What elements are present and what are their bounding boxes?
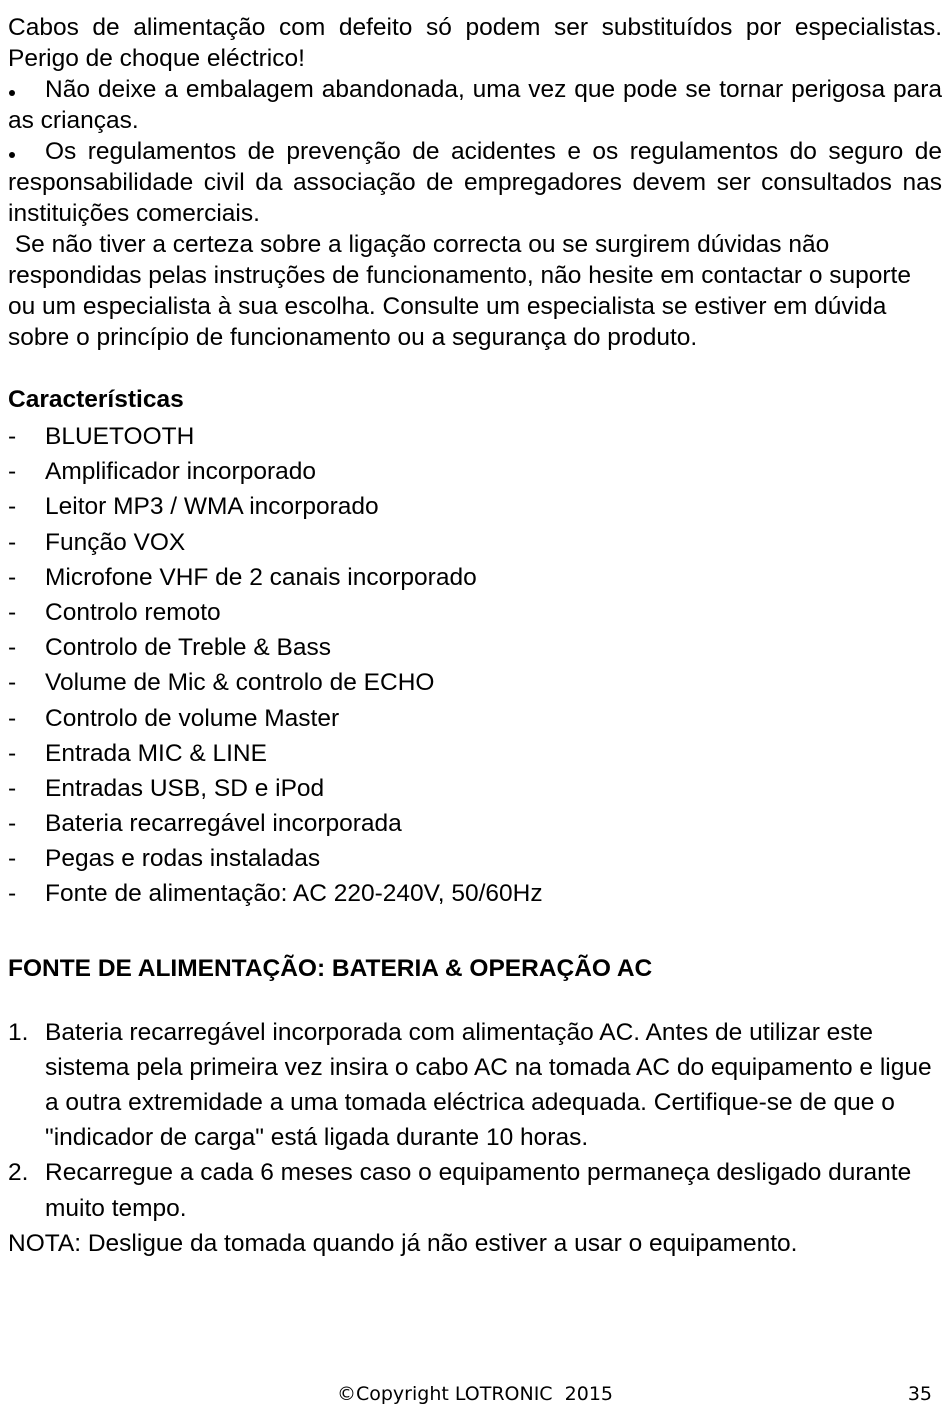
- list-item: [8, 1155, 942, 1225]
- feature-text: Controlo de volume Master: [45, 704, 340, 732]
- list-item: [8, 595, 942, 630]
- feature-text: Microfone VHF de 2 canais incorporado: [45, 563, 477, 591]
- dash-marker: -: [8, 810, 17, 838]
- feature-text: Controlo remoto: [45, 598, 221, 626]
- list-item: [8, 806, 942, 841]
- dash-marker: -: [8, 739, 17, 767]
- list-item: [8, 876, 942, 911]
- list-item: [8, 419, 942, 454]
- feature-text: Leitor MP3 / WMA incorporado: [45, 493, 379, 521]
- page-footer: [0, 1380, 950, 1408]
- feature-text: Entradas USB, SD e iPod: [45, 774, 325, 802]
- features-heading: Características: [8, 386, 184, 413]
- list-item: [8, 525, 942, 560]
- dash-marker: -: [8, 598, 17, 626]
- feature-text: Bateria recarregável incorporada: [45, 810, 402, 838]
- intro-bullet-text: Os regulamentos de prevenção de acidentes e os regulamentos do seguro de responsabilidade civil da associação de empregadores devem ser consultados nas instituições comerciais.: [8, 138, 942, 227]
- feature-text: Amplificador incorporado: [45, 458, 316, 486]
- features-list: [8, 419, 942, 912]
- intro-bullet-2: [8, 136, 942, 229]
- intro-bullet-text: Não deixe a embalagem abandonada, uma vez que pode se tornar perigosa para as crianças.: [8, 76, 942, 134]
- list-item: [8, 1015, 942, 1156]
- document-page: [8, 12, 942, 1261]
- feature-text: Fonte de alimentação: AC 220-240V, 50/60Hz: [45, 880, 543, 908]
- list-item: [8, 630, 942, 665]
- list-item: [8, 701, 942, 736]
- power-steps-list: [8, 1015, 942, 1226]
- copyright-text: ©Copyright LOTRONIC 2015: [336, 1383, 614, 1405]
- dash-marker: -: [8, 704, 17, 732]
- dash-marker: -: [8, 634, 17, 662]
- feature-text: Entrada MIC & LINE: [45, 739, 267, 767]
- step-text: Recarregue a cada 6 meses caso o equipamento permaneça desligado durante muito tempo.: [45, 1159, 912, 1222]
- intro-paragraph-2: Se não tiver a certeza sobre a ligação correcta ou se surgirem dúvidas não respondidas pelas instruções de funcionamento, não hesite em contactar o suporte ou um especialista à sua escolha. Consulte um especialista se estiver em dúvida sobre o princípio de funcionamento ou a segurança do produto.: [8, 231, 918, 351]
- dash-marker: -: [8, 493, 17, 521]
- dash-marker: -: [8, 563, 17, 591]
- intro-paragraph-1: Cabos de alimentação com defeito só podem ser substituídos por especialistas. Perigo de choque eléctrico!: [8, 14, 942, 72]
- power-heading: FONTE DE ALIMENTAÇÃO: BATERIA & OPERAÇÃO AC: [8, 954, 653, 982]
- page-number: 35: [907, 1383, 932, 1405]
- step-text: Bateria recarregável incorporada com alimentação AC. Antes de utilizar este sistema pela primeira vez insira o cabo AC na tomada AC do equipamento e ligue a outra extremidade a uma tomada eléctrica adequada. Certifique-se de que o "indicador de carga" está ligada durante 10 horas.: [45, 1018, 932, 1152]
- step-number: 2.: [8, 1159, 29, 1187]
- list-item: [8, 454, 942, 489]
- feature-text: Controlo de Treble & Bass: [45, 634, 331, 662]
- step-number: 1.: [8, 1018, 29, 1046]
- dash-marker: -: [8, 845, 17, 873]
- dash-marker: -: [8, 774, 17, 802]
- list-item: [8, 489, 942, 524]
- feature-text: Função VOX: [45, 528, 186, 556]
- feature-text: BLUETOOTH: [45, 423, 195, 450]
- dash-marker: -: [8, 528, 17, 556]
- feature-text: Pegas e rodas instaladas: [45, 845, 321, 873]
- feature-text: Volume de Mic & controlo de ECHO: [45, 669, 435, 697]
- list-item: [8, 665, 942, 700]
- list-item: [8, 841, 942, 876]
- dash-marker: -: [8, 423, 17, 450]
- intro-bullet-1: [8, 74, 942, 136]
- dash-marker: -: [8, 669, 17, 697]
- power-note: NOTA: Desligue da tomada quando já não estiver a usar o equipamento.: [8, 1229, 798, 1257]
- dash-marker: -: [8, 458, 17, 486]
- dash-marker: -: [8, 880, 17, 908]
- list-item: [8, 736, 942, 771]
- list-item: [8, 771, 942, 806]
- list-item: [8, 560, 942, 595]
